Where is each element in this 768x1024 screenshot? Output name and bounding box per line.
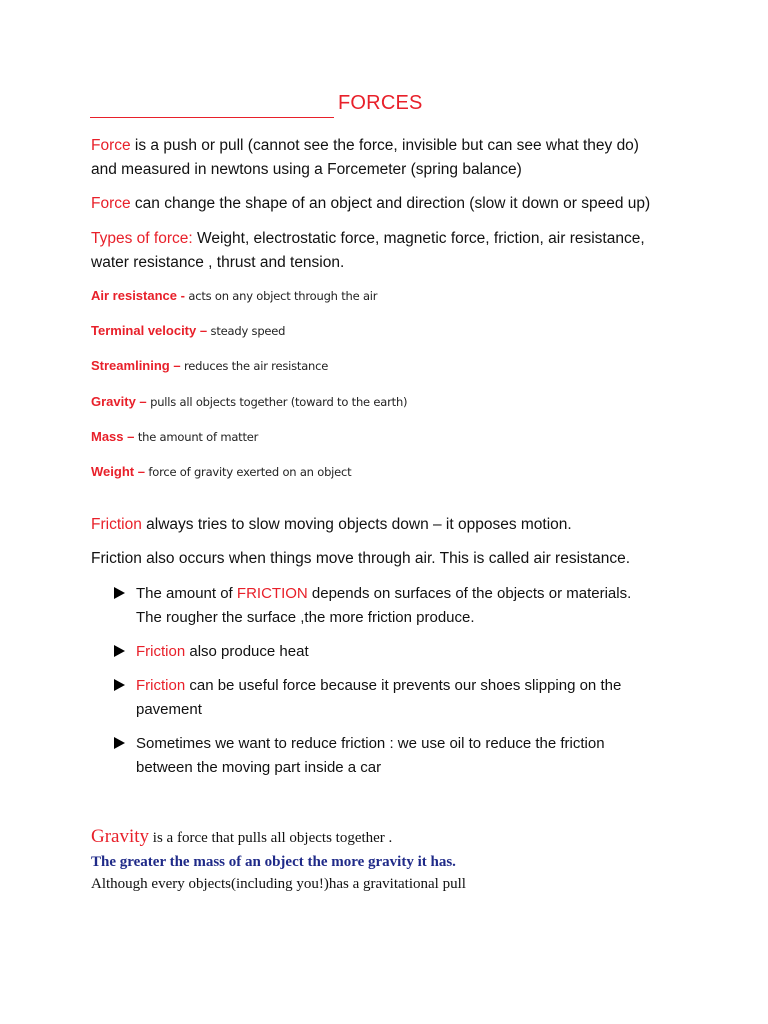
definition-item [91,463,691,481]
term-types-of-force: Types of force: [91,230,193,247]
triangle-bullet-icon [114,737,125,749]
bullet-text-line2: The rougher the surface ,the more friction produce. [136,609,475,626]
bullet-text: depends on surfaces of the objects or materials. [307,585,632,602]
intro-paragraph-types [91,227,731,275]
bullet-text: Sometimes we want to reduce friction : we use oil to reduce the friction [136,735,605,752]
definition-item [91,322,691,340]
bullet-text-line2: between the moving part inside a car [136,759,382,776]
triangle-bullet-icon [114,679,125,691]
definition-term: Terminal velocity – [91,323,208,338]
definition-term: Air resistance - [91,288,185,303]
definition-desc: the amount of matter [134,430,259,444]
bullet-red-term: FRICTION [236,585,308,602]
definition-desc: acts on any object through the air [184,289,378,303]
bullet-red-term: Friction [136,643,186,660]
intro-text: Weight, electrostatic force, magnetic force, friction, air resistance, [192,230,645,247]
term-force: Force [91,195,131,212]
title-block [90,92,423,120]
definition-item [91,393,691,411]
term-friction: Friction [91,516,142,533]
intro-text-line2: and measured in newtons using a Forcemeter (spring balance) [91,161,522,178]
gravity-emphasis-line: The greater the mass of an object the more gravity it has. [91,854,456,870]
definition-term: Mass – [91,429,135,444]
gravity-paragraph [91,825,392,850]
friction-paragraph [91,513,731,537]
gravity-last-line: Although every objects(including you!)has a gravitational pull [91,876,466,892]
definition-desc: reduces the air resistance [180,359,329,373]
definition-item [91,428,691,446]
definition-desc: pulls all objects together (toward to the earth) [146,395,408,409]
bullet-red-term: Friction [136,677,186,694]
intro-text: can change the shape of an object and direction (slow it down or speed up) [130,195,651,212]
intro-paragraph-force-definition [91,134,731,182]
triangle-bullet-icon [114,587,125,599]
definition-term: Weight – [91,464,145,479]
bullet-text: The amount of [136,585,237,602]
triangle-bullet-icon [114,645,125,657]
definition-desc: force of gravity exerted on an object [144,465,352,479]
page-title: FORCES [338,92,423,114]
title-underline [90,117,334,118]
friction-air-paragraph [91,547,731,571]
definition-desc: steady speed [207,324,286,338]
bullet-text: can be useful force because it prevents our shoes slipping on the [185,677,622,694]
friction-text: always tries to slow moving objects down – it opposes motion. [141,516,572,533]
intro-paragraph-force-effects [91,192,731,216]
bullet-text-line2: pavement [136,701,202,718]
gravity-text: is a force that pulls all objects together . [149,830,393,846]
term-gravity: Gravity [91,826,150,847]
bullet-text: also produce heat [185,643,309,660]
definition-term: Gravity – [91,394,147,409]
definition-term: Streamlining – [91,358,181,373]
friction-air-text: Friction also occurs when things move through air. This is called air resistance. [91,550,631,567]
definition-item [91,357,691,375]
term-force: Force [91,137,131,154]
intro-text-line2: water resistance , thrust and tension. [91,254,345,271]
intro-text: is a push or pull (cannot see the force, invisible but can see what they do) [130,137,639,154]
definition-item [91,287,691,305]
